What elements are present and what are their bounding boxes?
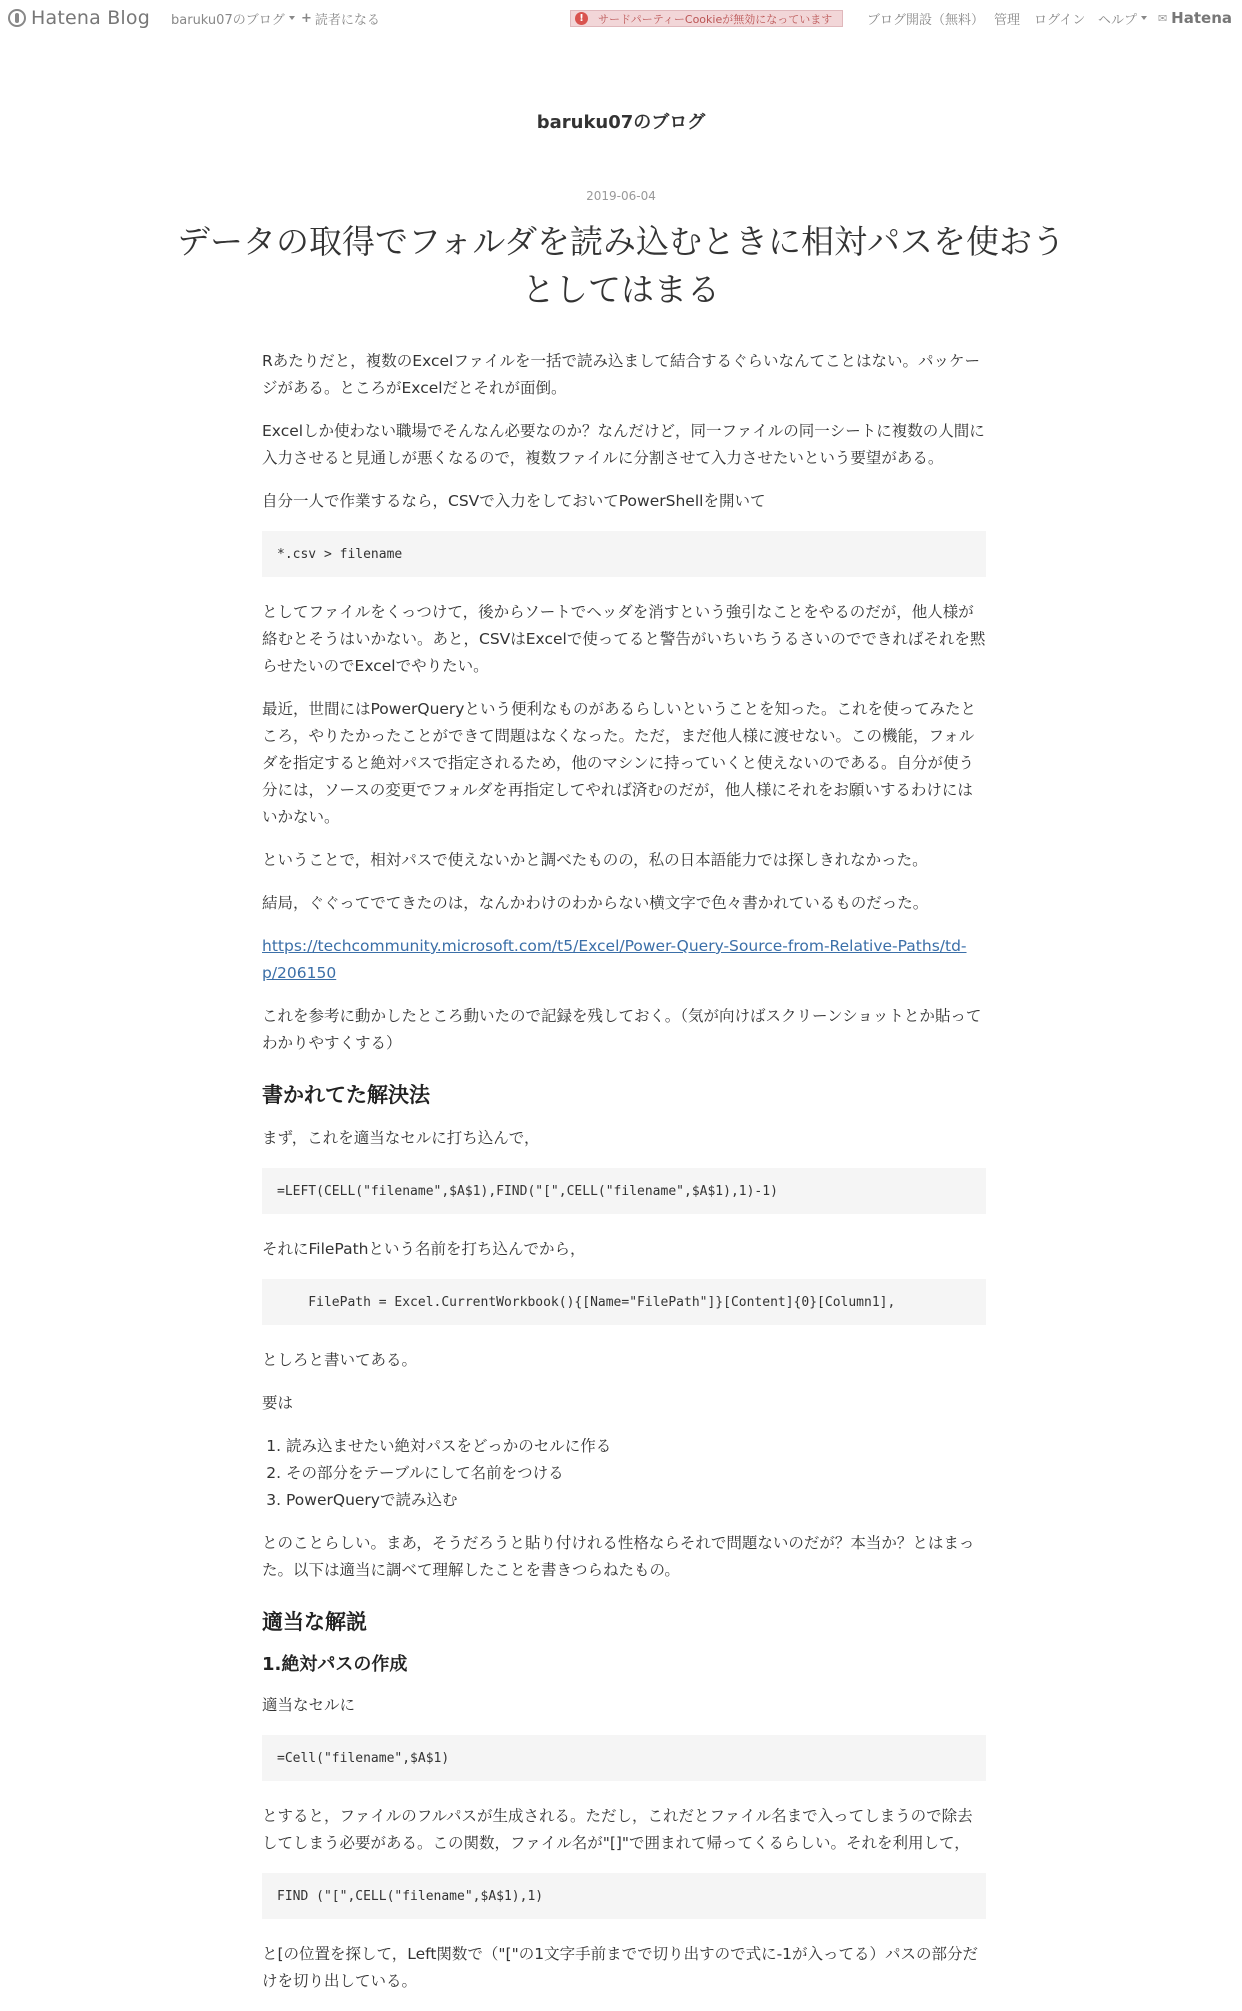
help-label: ヘルプ [1098,12,1138,28]
chevron-down-icon [1141,16,1147,20]
paragraph: 最近，世間にはPowerQueryという便利なものがあるらしいということを知った。これを使ってみたところ，やりたかったことができて問題はなくなった。ただ，まだ他人様に渡せない。この機能，フォルダを指定すると絶対パスで指定されるため，他のマシンに持っていくと使えないのである。自分が使う分には，ソースの変更でフォルダを再指定してやれば済むのだが，他人様にそれをお願いするわけにはいかない。 [262,700,976,826]
paragraph: Rあたりだと，複数のExcelファイルを一括で読み込まして結合するぐらいなんてことはない。パッケージがある。ところがExcelだとそれが面倒。 [262,352,981,397]
hatena-logo-text: Hatena [1171,9,1232,27]
code-block: =LEFT(CELL("filename",$A$1),FIND("[",CELL("filename",$A$1),1)-1) [262,1168,986,1214]
paragraph: とのことらしい。まあ，そうだろうと貼り付けれる性格ならそれで問題ないのだが？本当か？とはまった。以下は適当に調べて理解したことを書きつらねたもの。 [262,1534,975,1579]
code-block: FilePath = Excel.CurrentWorkbook(){[Name="FilePath"]}[Content]{0}[Column1], [262,1279,986,1325]
paragraph: まず，これを適当なセルに打ち込んで， [262,1129,540,1147]
open-blog-link[interactable]: ブログ開設（無料） [867,12,985,28]
chevron-down-icon [289,16,295,20]
paragraph: それにFilePathという名前を打ち込んでから， [262,1240,586,1258]
global-header [0,0,1242,36]
paragraph: ということで，相対パスで使えないかと調べたものの，私の日本語能力では探しきれなかった。 [262,851,928,869]
hatena-icon: ✉ [1157,11,1168,25]
techcommunity-link[interactable]: https://techcommunity.microsoft.com/t5/Excel/Power-Query-Source-from-Relative-Paths/td-p/206150 [262,937,967,982]
cookie-warning-text: サードパーティーCookieが無効になっています [598,12,833,26]
paragraph: 自分一人で作業するなら，CSVで入力をしておいてPowerShellを開いて [262,492,766,510]
login-link[interactable]: ログイン [1034,12,1086,28]
entry-content [262,348,986,2011]
paragraph: 要は [262,1394,294,1412]
paragraph: 結局，ぐぐってでてきたのは，なんかわけのわからない横文字で色々書かれているものだった。 [262,894,929,912]
subsection-heading: 1.絶対パスの作成 [262,1654,408,1675]
logo-text: Hatena Blog [31,7,150,29]
hatena-blog-icon [8,9,26,27]
paragraph: とすると，ファイルのフルパスが生成される。ただし，これだとファイル名まで入ってしまうので除去してしまう必要がある。この関数，ファイル名が"[]"で囲まれて帰ってくるらしい。それを利用して， [262,1807,973,1852]
paragraph: これを参考に動かしたところ動いたので記録を残しておく。（気が向けばスクリーンショットとか貼ってわかりやすくする） [262,1007,982,1052]
warning-icon: ! [575,12,588,25]
list-item: 3. PowerQueryで読み込む [286,1487,986,1514]
cookie-warning-banner[interactable] [570,10,843,27]
help-dropdown[interactable] [1098,0,1147,36]
paragraph: としてファイルをくっつけて，後からソートでヘッダを消すという強引なことをやるのだが，他人様が絡むとそうはいかない。あと，CSVはExcelで使ってると警告がいちいちうるさいのでできればそれを黙らせたいのでExcelでやりたい。 [262,603,986,675]
paragraph: 適当なセルに [262,1696,356,1714]
code-block: =Cell("filename",$A$1) [262,1735,986,1781]
hatena-blog-logo[interactable] [8,0,150,36]
plus-icon: + [301,10,312,26]
blog-title[interactable]: baruku07のブログ [536,112,706,133]
list-item: 2. その部分をテーブルにして名前をつける [286,1460,986,1487]
subscribe-button[interactable] [301,0,380,36]
entry-title[interactable]: データの取得でフォルダを読み込むときに相対パスを使おうとしてはまる [176,222,1066,309]
subscribe-label: 読者になる [314,12,380,28]
paragraph: と[の位置を探して，Left関数で（"["の1文字手前までで切り出すので式に-1が入ってる）パスの部分だけを切り出している。 [262,1945,979,1990]
code-block: FIND ("[",CELL("filename",$A$1),1) [262,1873,986,1919]
hatena-logo[interactable] [1158,0,1232,36]
entry-date[interactable]: 2019-06-04 [586,189,656,203]
blog-menu-label: baruku07のブログ [171,12,285,28]
list-item: 1. 読み込ませたい絶対パスをどっかのセルに作る [286,1433,986,1460]
manage-link[interactable]: 管理 [994,12,1021,28]
paragraph: としろと書いてある。 [262,1351,418,1369]
paragraph: Excelしか使わない職場でそんなん必要なのか？なんだけど，同一ファイルの同一シートに複数の人間に入力させると見通しが悪くなるので，複数ファイルに分割させて入力させたいという要望がある。 [262,422,985,467]
steps-list [286,1433,986,1514]
section-heading: 適当な解説 [262,1610,367,1634]
link-paragraph [262,933,986,987]
code-block: *.csv > filename [262,531,986,577]
blog-menu-dropdown[interactable] [171,0,295,36]
section-heading: 書かれてた解決法 [262,1083,430,1107]
